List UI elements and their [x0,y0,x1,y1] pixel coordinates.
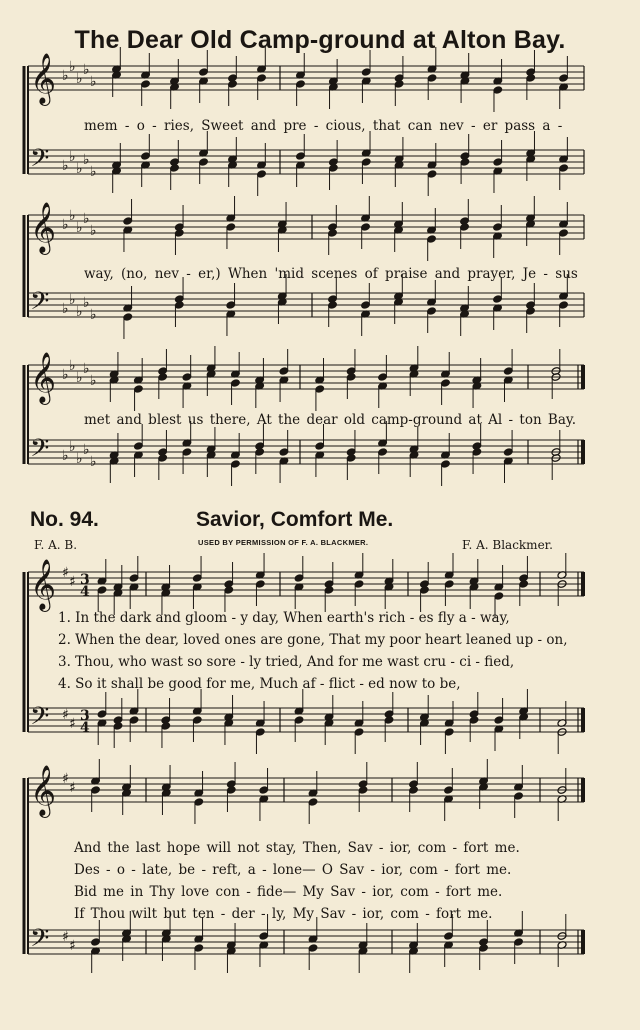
flat-sign: ♭ [90,223,97,239]
flat-sign: ♭ [90,307,97,323]
flat-sign: ♭ [83,211,90,227]
flat-sign: ♭ [76,370,83,386]
time-signature-bottom: 4 [80,584,90,600]
flat-sign: ♭ [69,292,76,308]
treble-clef: 𝄞 [30,559,57,610]
flat-sign: ♭ [83,152,90,168]
treble-clef: 𝄞 [30,53,57,104]
verse-line: Des - o - late, be - reft, a - lone— O Sav - ior, com - fort me. [74,862,512,878]
sharp-sign: ♯ [69,574,76,590]
sharp-sign: ♯ [69,780,76,796]
hymn-title: Savior, Comfort Me. [196,508,394,531]
verse-line: 4. So it shall be good for me, Much af - flict - ed now to be, [58,676,461,692]
sharp-sign: ♯ [62,929,69,945]
final-bar [581,440,585,464]
treble-clef: 𝄞 [30,765,57,816]
final-bar [581,778,585,802]
time-signature-bottom: 4 [80,720,90,736]
flat-sign: ♭ [69,439,76,455]
flat-sign: ♭ [62,367,69,383]
song-title-top: The Dear Old Camp-ground at Alton Bay. [74,26,566,54]
treble-clef: 𝄞 [30,352,57,403]
sharp-sign: ♯ [69,716,76,732]
flat-sign: ♭ [90,74,97,90]
flat-sign: ♭ [76,304,83,320]
flat-sign: ♭ [90,373,97,389]
flat-sign: ♭ [83,62,90,78]
bass-clef: 𝄢 [30,287,50,322]
sharp-sign: ♯ [62,771,69,787]
final-bar [581,930,585,954]
sharp-sign: ♯ [62,707,69,723]
flat-sign: ♭ [76,161,83,177]
bass-clef: 𝄢 [30,924,50,959]
words-credit: F. A. B. [34,538,78,552]
flat-sign: ♭ [62,301,69,317]
flat-sign: ♭ [83,361,90,377]
flat-sign: ♭ [69,149,76,165]
flat-sign: ♭ [69,358,76,374]
final-bar [581,708,585,732]
sharp-sign: ♯ [69,938,76,954]
flat-sign: ♭ [62,158,69,174]
hymn-number: No. 94. [30,508,99,531]
flat-sign: ♭ [62,68,69,84]
permission-note: USED BY PERMISSION OF F. A. BLACKMER. [198,538,369,547]
verse-line: 2. When the dear, loved ones are gone, That my poor heart leaned up - on, [58,632,568,648]
bass-clef: 𝄢 [30,434,50,469]
bass-clef: 𝄢 [30,702,50,737]
flat-sign: ♭ [69,208,76,224]
flat-sign: ♭ [76,451,83,467]
final-bar [581,365,585,389]
flat-sign: ♭ [62,448,69,464]
verse-line: If Thou wilt but ten - der - ly, My Sav - ior, com - fort me. [74,906,493,922]
flat-sign: ♭ [90,454,97,470]
sharp-sign: ♯ [62,565,69,581]
flat-sign: ♭ [62,217,69,233]
verse-line: Bid me in Thy love con - fide— My Sav - ior, com - fort me. [74,884,503,900]
treble-clef: 𝄞 [30,202,57,253]
lyric-line: met and blest us there, At the dear old camp-ground at Al - ton Bay. [84,412,577,428]
flat-sign: ♭ [76,71,83,87]
flat-sign: ♭ [69,59,76,75]
verse-line: And the last hope will not stay, Then, Sav - ior, com - fort me. [74,840,520,856]
flat-sign: ♭ [76,220,83,236]
music-credit: F. A. Blackmer. [462,538,553,552]
time-signature-top: 3 [80,572,90,588]
final-bar [581,572,585,596]
bass-clef: 𝄢 [30,144,50,179]
lyric-line: mem - o - ries, Sweet and pre - cious, that can nev - er pass a - [84,118,563,134]
verse-line: 3. Thou, who wast so sore - ly tried, And for me wast cru - ci - fied, [58,654,515,670]
time-signature-top: 3 [80,708,90,724]
verse-line: 1. In the dark and gloom - y day, When earth's rich - es fly a - way, [58,610,510,626]
flat-sign: ♭ [90,164,97,180]
flat-sign: ♭ [83,295,90,311]
lyric-line: way, (no, nev - er,) When 'mid scenes of praise and prayer, Je - sus [84,266,578,282]
flat-sign: ♭ [83,442,90,458]
